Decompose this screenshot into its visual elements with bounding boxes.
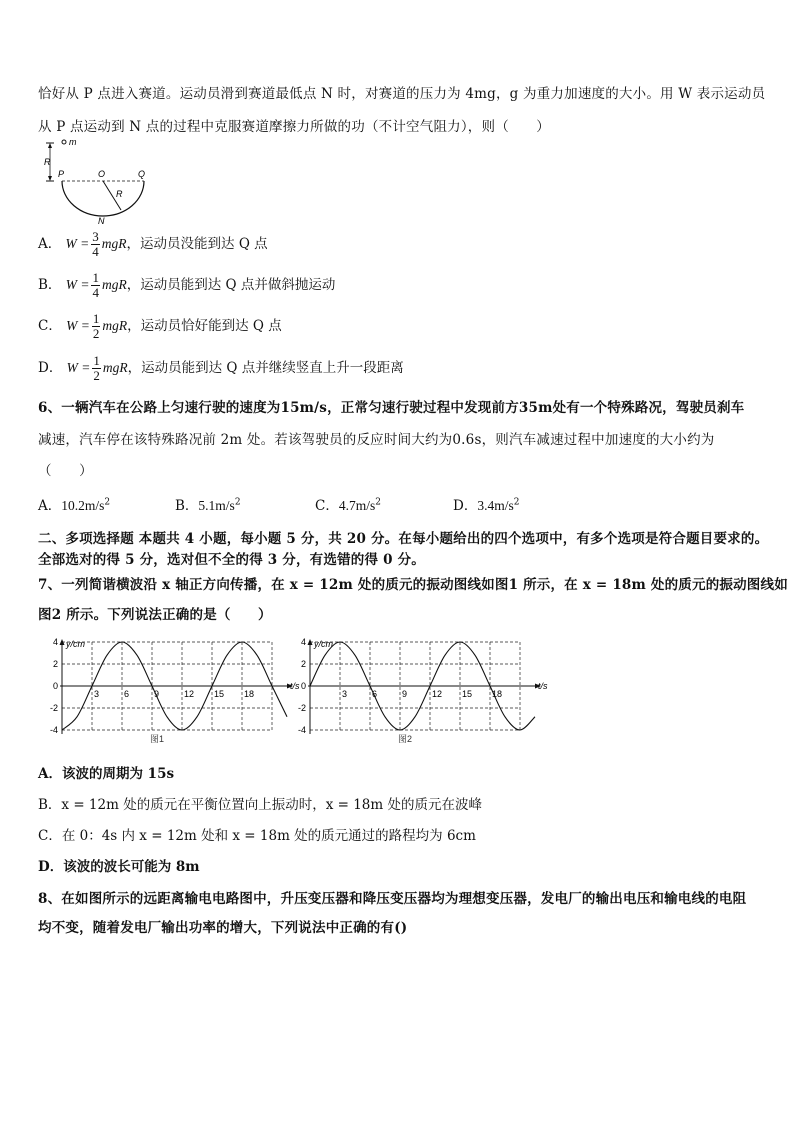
section2-line-1: 二、多项选择题 本题共 4 小题，每小题 5 分，共 20 分。在每小题给出的四个选项中，有多个选项是符合题目要求的。 <box>38 531 769 547</box>
label-N: N <box>98 216 105 226</box>
y-tick-label: -4 <box>49 725 58 735</box>
x-tick-label: 15 <box>214 689 225 699</box>
q7-chart-fig1 <box>40 637 300 750</box>
y-axis-label: y/cm <box>314 639 333 649</box>
x-tick-label: 9 <box>154 689 160 699</box>
chart-title: 图1 <box>149 734 165 744</box>
q6-line-2: 减速，汽车停在该特殊路况前 2m 处。若该驾驶员的反应时间大约为0.6s，则汽车减速过程中加速度的大小约为 <box>38 432 715 448</box>
x-tick-label: 12 <box>184 689 195 699</box>
x-tick-label: 18 <box>492 689 503 699</box>
q6-option-b: B．$5.1m/s^2$ <box>175 497 241 514</box>
q6-option-d: D．$3.4m/s^2$ <box>453 497 520 514</box>
y-tick-label: 2 <box>300 659 306 669</box>
y-tick-label: 0 <box>300 681 306 691</box>
x-tick-label: 12 <box>432 689 443 699</box>
q6-line-3: （ ） <box>38 463 93 479</box>
label-m: m <box>69 137 77 147</box>
q5-line-1: 恰好从 P 点进入赛道。运动员滑到赛道最低点 N 时，对赛道的压力为 4mg，g 为重力加速度的大小。用 W 表示运动员 <box>38 86 766 102</box>
q7-option-d: D．该波的波长可能为 8m <box>38 859 200 875</box>
q6-option-a: A．$10.2m/s^2$ <box>38 497 111 514</box>
q8-line-1: 8、在如图所示的远距离输电电路图中，升压变压器和降压变压器均为理想变压器，发电厂的输出电压和输电线的电阻 <box>38 891 747 907</box>
x-tick-label: 6 <box>124 689 130 699</box>
x-tick-label: 6 <box>372 689 378 699</box>
x-axis-label: t/s <box>290 681 300 691</box>
q5-track-figure <box>38 135 158 225</box>
q7-line-2: 图2 所示。下列说法正确的是（ ） <box>38 607 272 623</box>
q7-line-1: 7、一列简谐横波沿 x 轴正方向传播，在 x = 12m 处的质元的振动图线如图1 所示，在 x = 18m 处的质元的振动图线如 <box>38 577 788 593</box>
q5-option-a: A． W = $\frac{3}{4}$ mgR，运动员没能到达 Q 点 <box>38 229 268 259</box>
q6-option-c: C．$4.7m/s^2$ <box>315 497 381 514</box>
label-P: P <box>58 169 65 179</box>
label-R: R <box>116 189 123 199</box>
section2-line-2: 全部选对的得 5 分，选对但不全的得 3 分，有选错的得 0 分。 <box>38 552 425 568</box>
q6-line-1: 6、一辆汽车在公路上匀速行驶的速度为15m/s，正常匀速行驶过程中发现前方35m处有一个特殊路况，驾驶员刹车 <box>38 400 745 416</box>
skier-dot <box>62 140 66 144</box>
x-tick-label: 3 <box>94 689 100 699</box>
y-tick-label: 4 <box>52 637 58 647</box>
q7-option-c: C．在 0：4s 内 x = 12m 处和 x = 18m 处的质元通过的路程均为 6cm <box>38 828 476 844</box>
y-tick-label: 0 <box>52 681 58 691</box>
q7-option-a: A．该波的周期为 15s <box>38 766 175 782</box>
semicircle-track <box>62 181 144 216</box>
label-R-side: R <box>44 157 51 167</box>
y-axis-label: y/cm <box>66 639 85 649</box>
q5-option-d: D． W = $\frac{1}{2}$ mgR，运动员能到达 Q 点并继续竖直上升一段距离 <box>38 353 404 383</box>
label-O: O <box>98 169 106 179</box>
x-tick-label: 18 <box>244 689 255 699</box>
y-tick-label: -4 <box>297 725 306 735</box>
x-tick-label: 15 <box>462 689 473 699</box>
y-tick-label: 2 <box>52 659 58 669</box>
q5-line-2: 从 P 点运动到 N 点的过程中克服赛道摩擦力所做的功（不计空气阻力），则（ ） <box>38 119 551 135</box>
q5-option-b: B． W = $\frac{1}{4}$ mgR，运动员能到达 Q 点并做斜抛运动 <box>38 270 336 300</box>
q8-line-2: 均不变，随着发电厂输出功率的增大，下列说法中正确的有() <box>38 920 408 936</box>
label-Q: Q <box>138 169 146 179</box>
y-tick-label: -2 <box>49 703 58 713</box>
chart-title: 图2 <box>397 734 413 744</box>
x-axis-label: t/s <box>538 681 548 691</box>
x-tick-label: 9 <box>402 689 408 699</box>
q7-chart-fig2 <box>288 637 548 750</box>
y-tick-label: -2 <box>297 703 306 713</box>
x-tick-label: 3 <box>342 689 348 699</box>
q7-option-b: B．x = 12m 处的质元在平衡位置向上振动时，x = 18m 处的质元在波峰 <box>38 797 482 813</box>
y-tick-label: 4 <box>300 637 306 647</box>
q5-option-c: C． W = $\frac{1}{2}$ mgR，运动员恰好能到达 Q 点 <box>38 311 282 341</box>
